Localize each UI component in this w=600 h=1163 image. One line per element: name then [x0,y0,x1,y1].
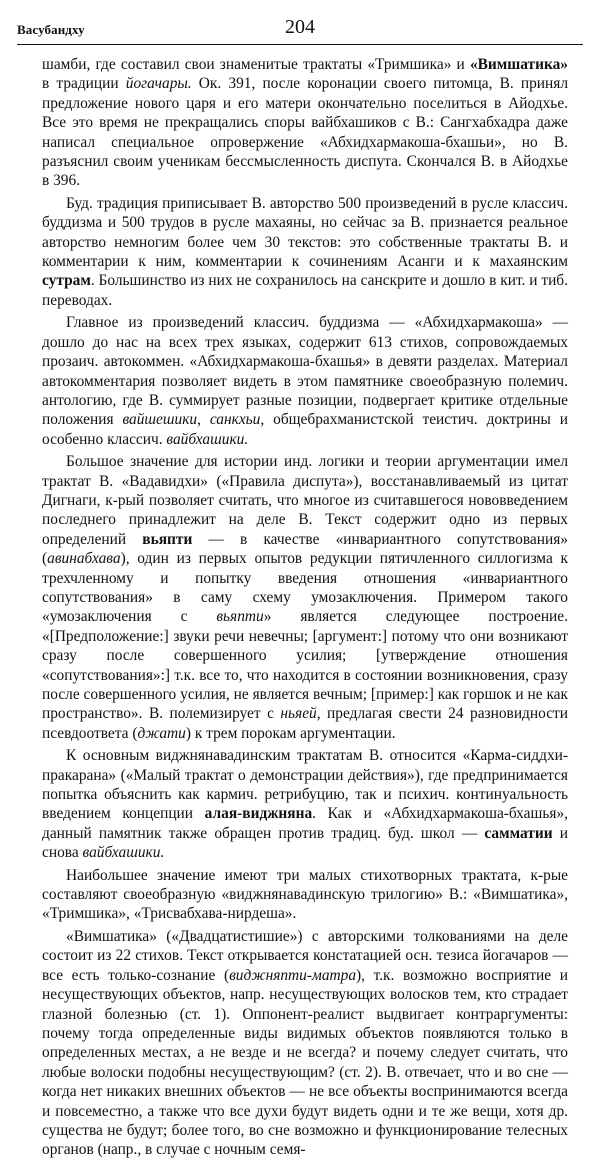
text-run: предлагая свести 24 разновидности псевдоответа ( [42,705,568,742]
text-run: ), один из первых опытов редукции пятичленного силлогизма к трехчленному и попытку введения отношения «инвариантного сопутствования» в саму схему умозаключения. Примером такого «умозаключения с [42,550,568,626]
text-run: . Большинство из них не сохранилось на санскрите и дошло в кит. и тиб. переводах. [42,272,568,309]
italic-term: вайбхашики. [82,844,165,862]
paragraph [42,194,568,310]
paragraph [42,313,568,449]
italic-term: виджняпти-матра [229,966,357,984]
text-run: К основным виджнянавадинским трактатам В. относится «Карма-сиддхи-пракарана» («Малый трактат о демонстрации действия»), где предпринимается попытка объяснить как кармич. ретрибуцию, так и психич. континуальность введением концепции [42,747,568,823]
italic-term: джати [137,724,186,742]
italic-term: авинабхава [47,550,121,568]
text-run: — в качестве «инвариантного сопутствования» ( [42,530,568,568]
italic-term: вьяпти [216,608,264,626]
paragraph [42,55,568,191]
italic-term: вайшешики, санкхьи, [122,411,265,429]
italic-term: вайбхашики. [166,430,249,448]
text-run: Наибольшее значение имеют три малых стихотворных трактата, к-рые составляют своеобразную «виджнянавадинскую трилогию» В.: «Вимшатика», «Тримшика», «Трисвабхава-нирдеша». [42,866,568,923]
text-run: и снова [42,824,568,862]
text-run: Буд. традиция приписывает В. авторство 500 произведений в русле классич. буддизма и 500 трудов в русле махаяны, но сейчас за В. признается реальное авторство немногим более чем 30 текстов: это собственные трактаты В. и комментарии к ним, комментарии к сочинениям Асанги и к махаянским [42,194,568,271]
paragraph [42,452,568,743]
text-run: ) к трем порокам аргументации. [185,724,396,742]
text-run: Главное из произведений классич. буддизма — «Абхидхармакоша» — дошло до нас на всех трех языках, содержит 613 стихов, сопровождаемых прозаич. автокоммен. «Абхидхармакоша-бхашья» в девяти разделах. Материал автокомментария позволяет видеть в этом памятнике своеобразную полемич. антологию, где В. суммирует разные позиции, подвергает критике отдельные положения [42,314,568,429]
text-run: в традиции [42,75,126,93]
bold-term: самматии [484,824,553,842]
bold-term: «Вимшатика» [469,56,568,73]
bold-term: сутрам [42,272,91,290]
italic-term: йогачары. [125,75,192,93]
text-run: ), т.к. возможно восприятие и несуществующих объектов, напр. несуществующих волосков тем, кто страдает глазной болезнью (ст. 1). Оппонент-реалист выдвигает контраргументы: почему тогда определенные виды видимых объектов появляются только в определенных местах, а не везде и не всегда? и почему следует считать, что любые волоски подобны несуществующим? (ст. 2). В. отвечает, что и во сне — когда нет никаких внешних объектов — не все объекты воспринимаются всегда и повсеместно, а также что все духи будут видеть одни и те же вещи, хотя др. существа не будут; более того, во сне возможно и функционирование телесных органов (напр., в случае с ночным семя- [42,966,568,1159]
paragraph [42,927,568,1160]
text-run: » является следующее построение. «[Предположение:] звуки речи невечны; [аргумент:] потому что они возникают сразу после совершенного усилия; [утверждение отношения «сопутствования»:] т.к. все то, что находится в состоянии возникновения, сразу после совершенного усилия, не является вечным; [пример:] как горшок и не как пространство». В. полемизирует с [42,608,568,723]
paragraph [42,866,568,924]
text-run: Большое значение для истории инд. логики и теории аргументации имел трактат В. «Вадавидхи» («Правила диспута»), восстанавливаемый из цитат Дигнаги, к-рый позволяет считать, что многое из считавшегося нововведением последнего принадлежит на деле В. Текст содержит одно из первых определений [42,453,568,548]
page-header [17,14,583,44]
article-body [42,55,568,1163]
running-title: Васубандху [17,22,85,37]
paragraph [42,746,568,862]
page-number: 204 [285,16,315,38]
italic-term: ньяей, [280,705,321,723]
bold-term: вьяпти [142,530,193,548]
text-run: общебрахманистской теистич. доктрины и особенно классич. [42,411,568,448]
bold-term: алая-виджняна [204,805,313,823]
text-run: «Вимшатика» («Двадцатистишие») с авторскими толкованиями на деле состоит из 22 стихов. Текст открывается констатацией осн. тезиса йогачаров — все есть только-сознание ( [42,927,568,984]
text-run: Ок. 391, после коронации своего питомца, В. принял предложение нового царя и его матери окончательно поселиться в Айодхье. Все это время не прекращались споры вайбхашиков с В.: Сангхабхадра даже написал специальное опровержение «Абхидхармакоша-бхашьи», но В. разъяснил своим ученикам бессмысленность диспута. Скончался В. в Айодхье в 396. [42,75,569,190]
text-run: . Как и «Абхидхармакоша-бхашья», данный памятник также обращен против традиц. буд. школ — [42,805,568,842]
header-rule [17,44,583,45]
text-run: шамби, где составил свои знаменитые трактаты «Тримшика» и [42,56,470,73]
